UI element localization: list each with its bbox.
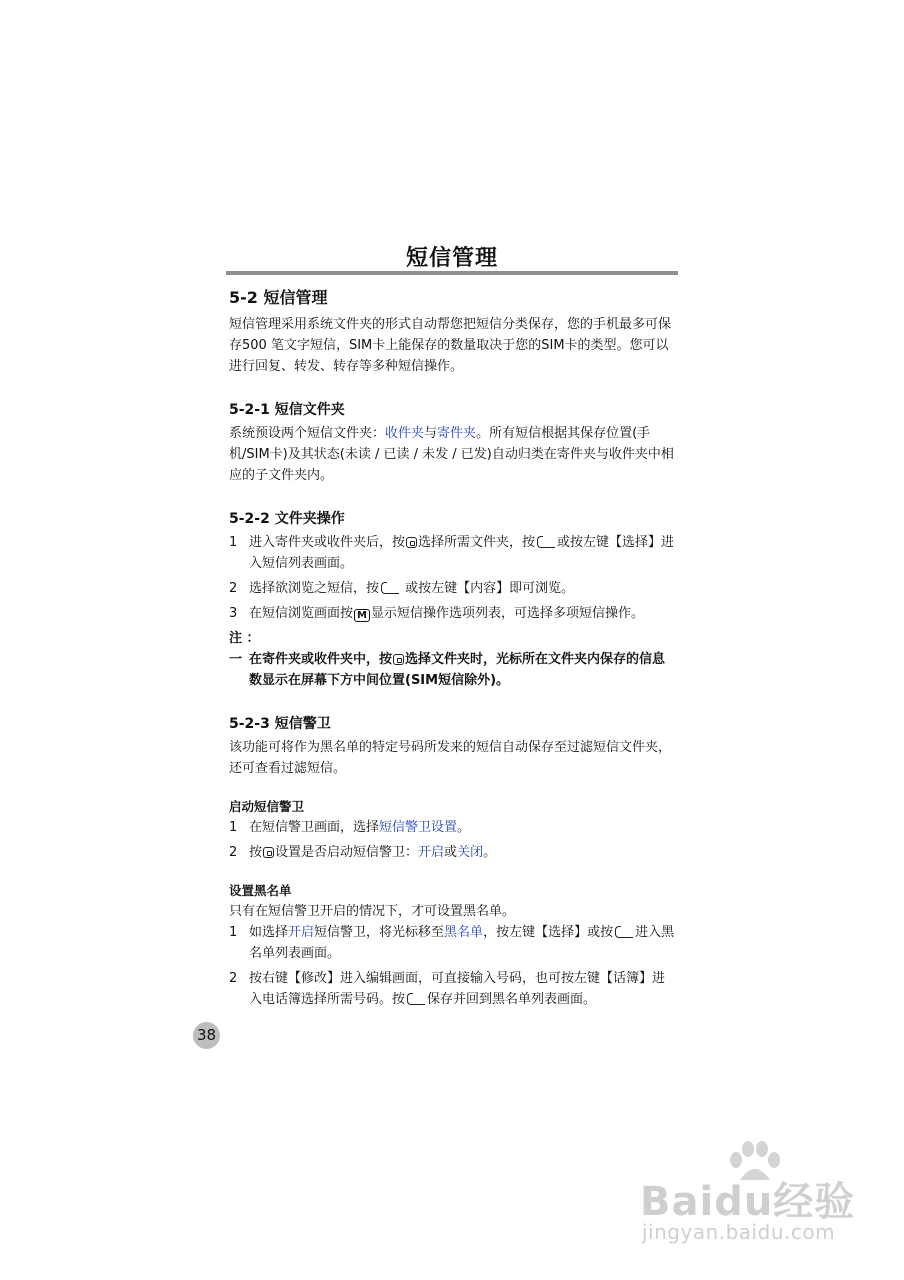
nav-key-icon bbox=[406, 537, 417, 548]
page-title: 短信管理 bbox=[405, 246, 498, 271]
operations-heading: 5-2-2 文件夹操作 bbox=[229, 511, 345, 527]
list-item: 2 选择欲浏览之短信，按 或按左键【内容】即可浏览。 bbox=[229, 581, 575, 596]
on-option: 开启 bbox=[418, 845, 445, 860]
operations-section bbox=[229, 508, 677, 691]
operations-steps bbox=[229, 532, 677, 624]
on-option: 开启 bbox=[288, 925, 315, 940]
list-item: 1 如选择开启短信警卫，将光标移至黑名单，按左键【选择】或按 进入黑名单列表画面。 bbox=[229, 925, 675, 961]
watermark-url: jingyan.baidu.com bbox=[642, 1220, 836, 1244]
note-text: 一 在寄件夹或收件夹中，按 选择文件夹时，光标所在文件夹内保存的信息数显示在屏幕下方中间位置(SIM短信除外)。 bbox=[229, 652, 666, 688]
page-content bbox=[229, 286, 677, 1032]
section-heading: 5-2 短信管理 bbox=[229, 288, 328, 307]
guard-heading: 5-2-3 短信警卫 bbox=[229, 716, 331, 732]
blacklist-heading: 设置黑名单 bbox=[229, 883, 292, 898]
guard-start-section bbox=[229, 797, 677, 863]
off-option: 关闭 bbox=[457, 845, 484, 860]
call-key-icon bbox=[537, 536, 555, 548]
call-key-icon bbox=[381, 582, 399, 594]
folders-text: 系统预设两个短信文件夹：收件夹与寄件夹。所有短信根据其保存位置(手机/SIM卡)及其状态(未读 / 已读 / 未发 / 已发)自动归类在寄件夹与收件夹中相应的子文件夹内。 bbox=[229, 426, 674, 483]
call-key-icon bbox=[615, 926, 633, 938]
list-item: 3 在短信浏览画面按 M 显示短信操作选项列表，可选择多项短信操作。 bbox=[229, 606, 644, 621]
list-item: 1 进入寄件夹或收件夹后，按 选择所需文件夹，按 或按左键【选择】进入短信列表画面。 bbox=[229, 535, 675, 571]
inbox-link: 收件夹 bbox=[385, 426, 425, 441]
title-rule bbox=[226, 271, 678, 275]
blacklist-steps bbox=[229, 922, 677, 1010]
folders-section bbox=[229, 399, 677, 486]
note-label: 注 ： bbox=[229, 631, 260, 646]
guard-start-steps bbox=[229, 817, 677, 863]
blacklist-link: 黑名单 bbox=[444, 925, 484, 940]
guard-intro: 该功能可将作为黑名单的特定号码所发来的短信自动保存至过滤短信文件夹，还可查看过滤短信。 bbox=[229, 740, 672, 776]
nav-key-icon bbox=[393, 654, 404, 665]
call-key-icon bbox=[407, 993, 425, 1005]
guard-section bbox=[229, 713, 677, 779]
menu-key-icon: M bbox=[354, 609, 370, 622]
page-number: 38 bbox=[193, 1022, 220, 1049]
outbox-link: 寄件夹 bbox=[437, 426, 477, 441]
section-intro bbox=[229, 286, 677, 377]
watermark-brand: Baidu经验 bbox=[640, 1179, 856, 1225]
folders-heading: 5-2-1 短信文件夹 bbox=[229, 402, 345, 418]
blacklist-intro: 只有在短信警卫开启的情况下，才可设置黑名单。 bbox=[229, 904, 516, 919]
list-item: 1 在短信警卫画面，选择短信警卫设置。 bbox=[229, 820, 471, 835]
list-item: 2 按右键【修改】进入编辑画面，可直接输入号码，也可按左键【话簿】进入电话簿选择所需号码。按 保存并回到黑名单列表画面。 bbox=[229, 971, 666, 1007]
baidu-watermark bbox=[640, 1140, 860, 1255]
nav-key-icon bbox=[263, 847, 274, 858]
blacklist-section bbox=[229, 881, 677, 1010]
list-item: 2 按 设置是否启动短信警卫：开启或关闭。 bbox=[229, 845, 497, 860]
section-intro-text: 短信管理采用系统文件夹的形式自动帮您把短信分类保存，您的手机最多可保存500 笔文字短信，SIM卡上能保存的数量取决于您的SIM卡的类型。您可以进行回复、转发、转存等多种短信操作。 bbox=[229, 317, 672, 374]
guard-start-heading: 启动短信警卫 bbox=[229, 799, 305, 814]
guard-settings-link: 短信警卫设置 bbox=[379, 820, 458, 835]
